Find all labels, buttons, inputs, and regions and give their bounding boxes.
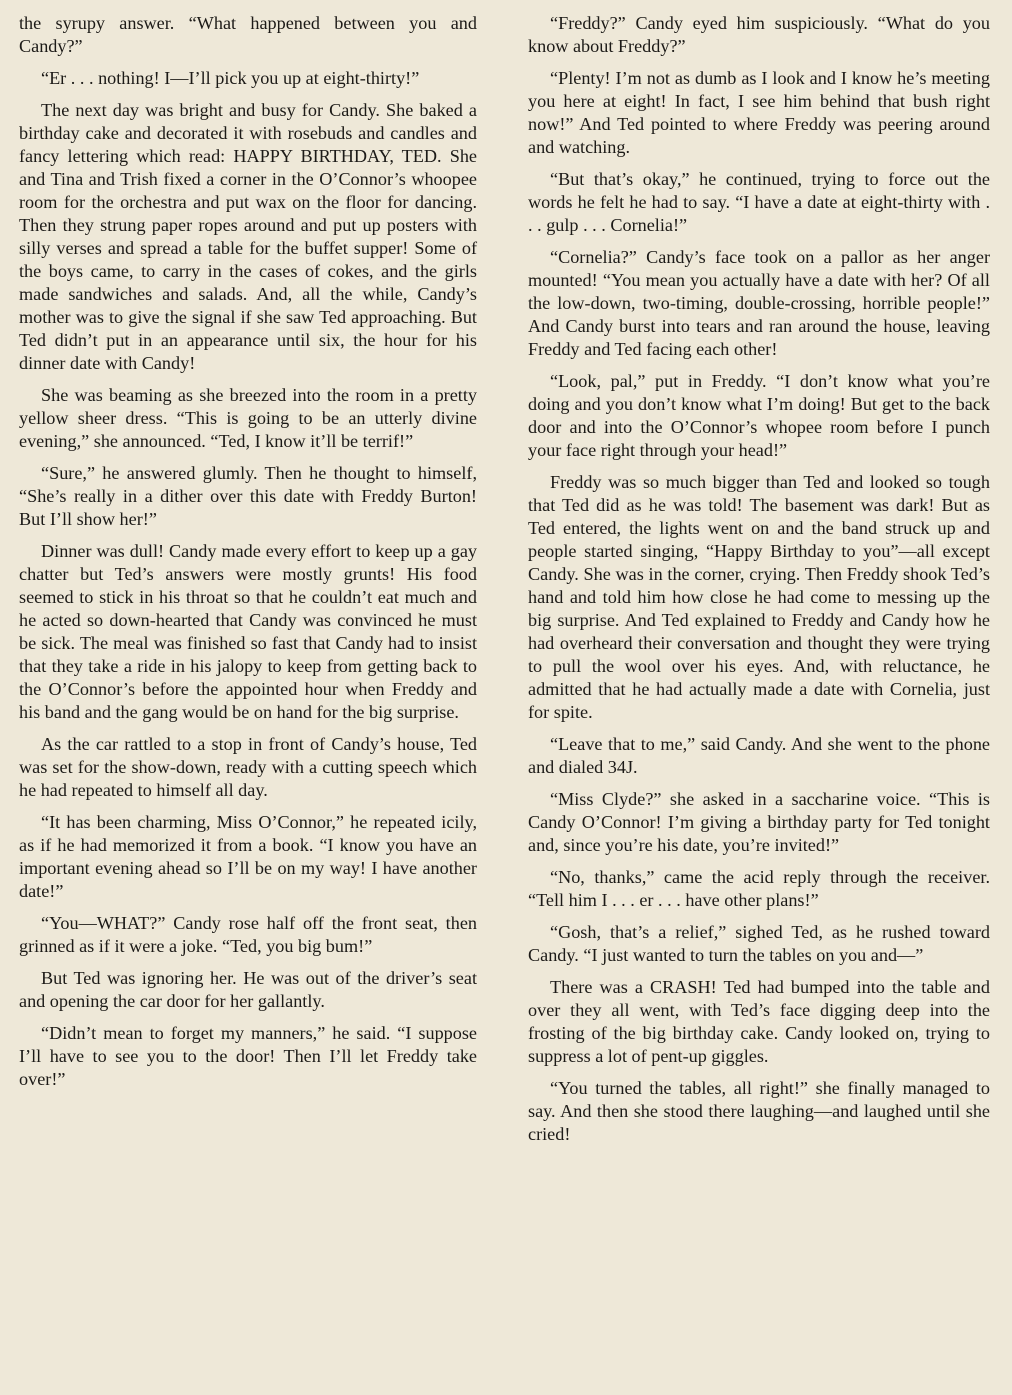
paragraph: “Sure,” he answered glumly. Then he thought to himself, “She’s really in a dither over this date with Freddy Burton! But I’ll show her!”	[19, 463, 477, 529]
paragraph: But Ted was ignoring her. He was out of the driver’s seat and opening the car door for her gallantly.	[19, 968, 477, 1011]
paragraph: “Miss Clyde?” she asked in a saccharine voice. “This is Candy O’Connor! I’m giving a birthday party for Ted tonight and, since you’re his date, you’re invited!”	[528, 789, 990, 855]
paragraph: “Cornelia?” Candy’s face took on a pallor as her anger mounted! “You mean you actually have a date with her? Of all the low-down, two-timing, double-crossing, horrible people!” And Candy burst into tears and ran around the house, leaving Freddy and Ted facing each other!	[528, 247, 990, 359]
paragraph: “You—WHAT?” Candy rose half off the front seat, then grinned as if it were a joke. “Ted, you big bum!”	[19, 913, 477, 956]
paragraph: “You turned the tables, all right!” she finally managed to say. And then she stood there laughing—and laughed until she cried!	[528, 1078, 990, 1144]
paragraph: “Er . . . nothing! I—I’ll pick you up at eight-thirty!”	[41, 68, 420, 88]
paragraph: Dinner was dull! Candy made every effort to keep up a gay chatter but Ted’s answers were mostly grunts! His food seemed to stick in his throat so that he couldn’t eat much and he acted so down-hearted that Candy was convinced he must be sick. The meal was finished so fast that Candy had to insist that they take a ride in his jalopy to keep from getting back to the O’Connor’s before the appointed hour when Freddy and his band and the gang would be on hand for the big surprise.	[19, 541, 477, 722]
right-column	[528, 12, 990, 1155]
paragraph: “Gosh, that’s a relief,” sighed Ted, as he rushed toward Candy. “I just wanted to turn the tables on you and—”	[528, 922, 990, 965]
paragraph: “It has been charming, Miss O’Connor,” he repeated icily, as if he had memorized it from a book. “I know you have an important evening ahead so I’ll be on my way! I have another date!”	[19, 812, 477, 901]
paragraph: the syrupy answer. “What happened between you and Candy?”	[19, 13, 477, 56]
paragraph: “No, thanks,” came the acid reply through the receiver. “Tell him I . . . er . . . have other plans!”	[528, 867, 990, 910]
paragraph: Freddy was so much bigger than Ted and looked so tough that Ted did as he was told! The basement was dark! But as Ted entered, the lights went on and the band struck up and people started singing, “Happy Birthday to you”—all except Candy. She was in the corner, crying. Then Freddy shook Ted’s hand and told him how close he had come to messing up the big surprise. And Ted explained to Freddy and Candy how he had overheard their conversation and thought they were trying to pull the wool over his eyes. And, with reluctance, he admitted that he had actually made a date with Cornelia, just for spite.	[528, 472, 990, 722]
paragraph: The next day was bright and busy for Candy. She baked a birthday cake and decorated it with rosebuds and candles and fancy lettering which read: HAPPY BIRTHDAY, TED. She and Tina and Trish fixed a corner in the O’Connor’s whoopee room for the orchestra and put wax on the floor for dancing. Then they strung paper ropes around and put up posters with silly verses and spread a table for the buffet supper! Some of the boys came, to carry in the cases of cokes, and the girls made sandwiches and salads. And, all the while, Candy’s mother was to give the signal if she saw Ted approaching. But Ted didn’t put in an appearance until six, the hour for his dinner date with Candy!	[19, 100, 477, 373]
paragraph: “But that’s okay,” he continued, trying to force out the words he felt he had to say. “I have a date at eight-thirty with . . . gulp . . . Cornelia!”	[528, 169, 990, 235]
paragraph: “Look, pal,” put in Freddy. “I don’t know what you’re doing and you don’t know what I’m doing! But get to the back door and into the O’Connor’s whopee room before I punch your face right through your head!”	[528, 371, 990, 460]
paragraph: As the car rattled to a stop in front of Candy’s house, Ted was set for the show-down, ready with a cutting speech which he had repeated to himself all day.	[19, 734, 477, 800]
paragraph: “Plenty! I’m not as dumb as I look and I know he’s meeting you here at eight! In fact, I see him behind that bush right now!” And Ted pointed to where Freddy was peering around and watching.	[528, 68, 990, 157]
paragraph: “Freddy?” Candy eyed him suspiciously. “What do you know about Freddy?”	[528, 13, 990, 56]
paragraph: “Leave that to me,” said Candy. And she went to the phone and dialed 34J.	[528, 734, 990, 777]
paragraph: She was beaming as she breezed into the room in a pretty yellow sheer dress. “This is going to be an utterly divine evening,” she announced. “Ted, I know it’ll be terrif!”	[19, 385, 477, 451]
paragraph: “Didn’t mean to forget my manners,” he said. “I suppose I’ll have to see you to the door! Then I’ll let Freddy take over!”	[19, 1023, 477, 1089]
column-gutter	[496, 0, 497, 1395]
paragraph: There was a CRASH! Ted had bumped into the table and over they all went, with Ted’s face digging deep into the frosting of the big birthday cake. Candy looked on, trying to suppress a lot of pent-up giggles.	[528, 977, 990, 1066]
left-column	[19, 12, 477, 1100]
